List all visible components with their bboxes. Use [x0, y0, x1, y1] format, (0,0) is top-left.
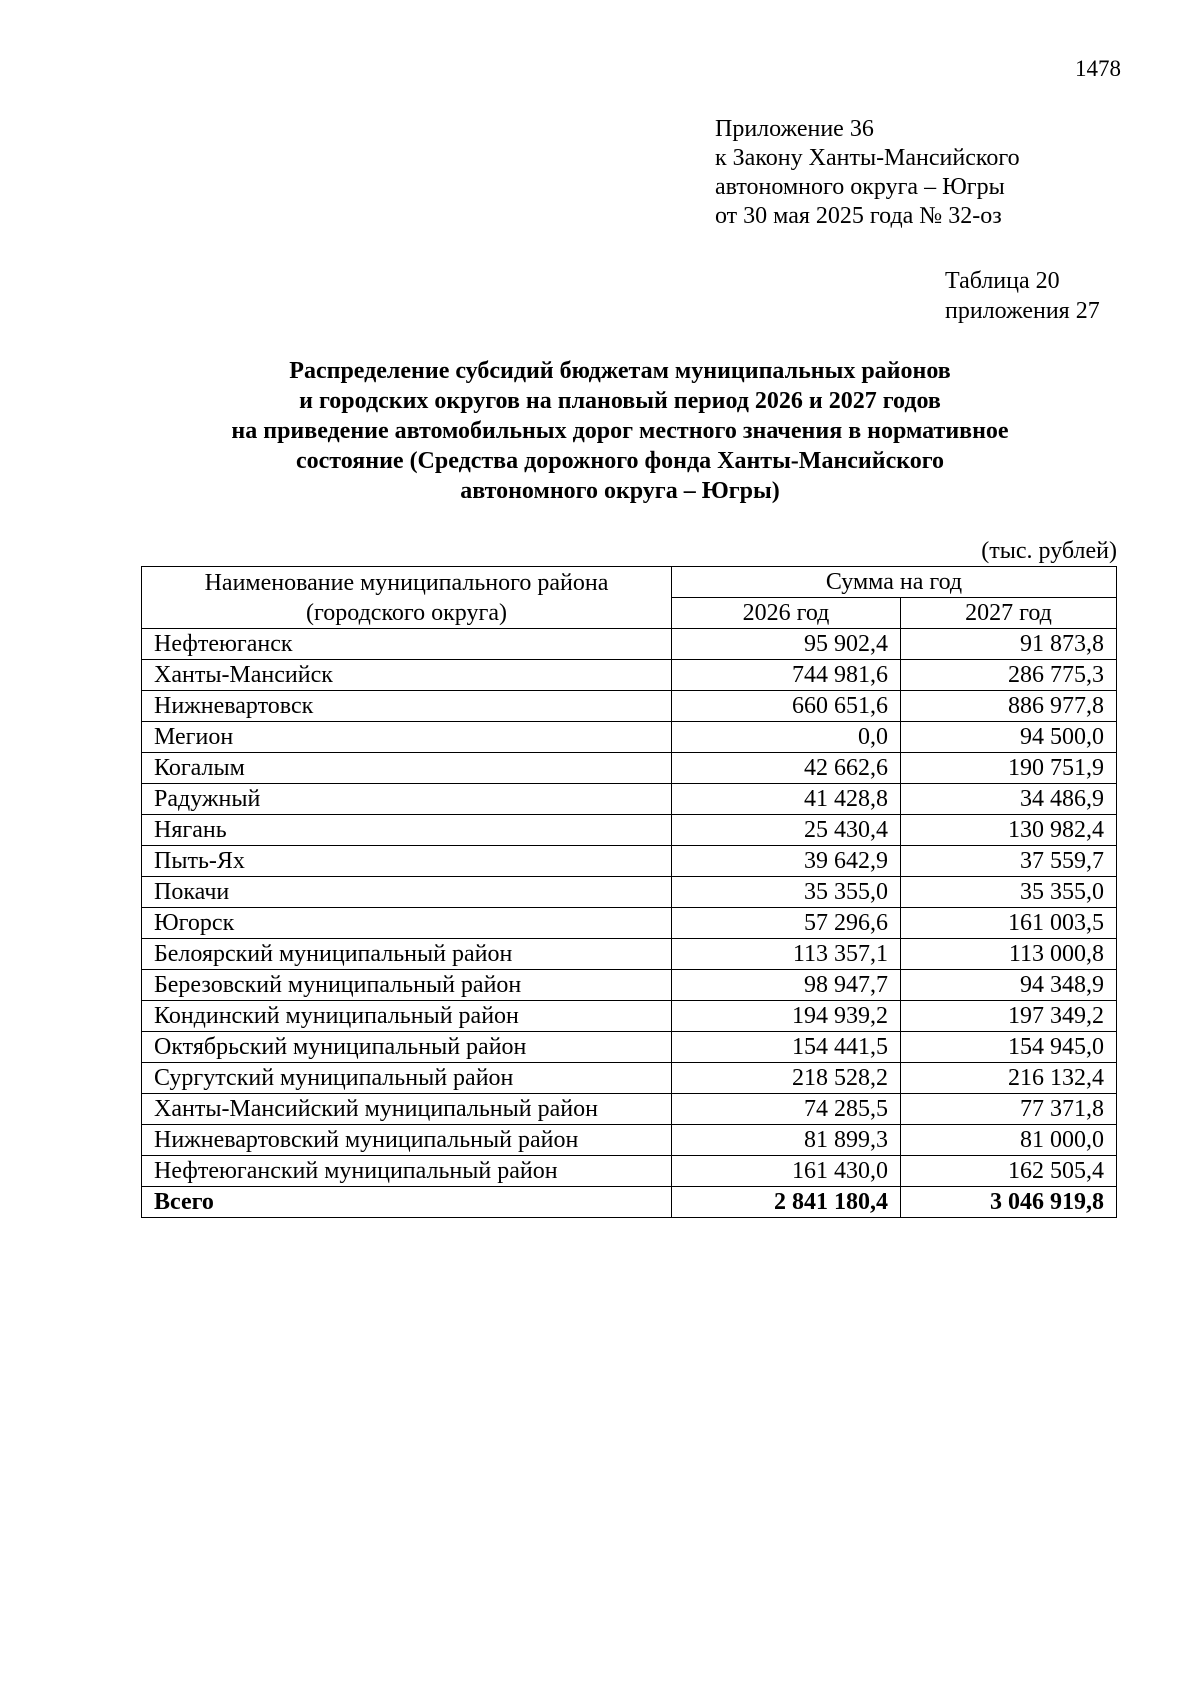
total-value-2027: 3 046 919,8	[901, 1187, 1117, 1218]
table-row	[142, 1032, 1117, 1063]
total-label: Всего	[142, 1187, 672, 1218]
row-value-2027: 161 003,5	[901, 908, 1117, 939]
table-body	[142, 629, 1117, 1218]
row-name: Нижневартовск	[142, 691, 672, 722]
appendix-line: к Закону Ханты-Мансийского	[715, 145, 1020, 171]
row-name: Когалым	[142, 753, 672, 784]
row-value-2026: 154 441,5	[672, 1032, 901, 1063]
row-value-2027: 94 500,0	[901, 722, 1117, 753]
table-row	[142, 629, 1117, 660]
row-value-2027: 37 559,7	[901, 846, 1117, 877]
row-value-2026: 95 902,4	[672, 629, 901, 660]
units-label: (тыс. рублей)	[981, 538, 1117, 564]
row-value-2027: 81 000,0	[901, 1125, 1117, 1156]
row-name: Белоярский муниципальный район	[142, 939, 672, 970]
table-row	[142, 1063, 1117, 1094]
row-name: Октябрьский муниципальный район	[142, 1032, 672, 1063]
header-year-2027: 2027 год	[901, 598, 1117, 629]
row-value-2026: 98 947,7	[672, 970, 901, 1001]
row-name: Мегион	[142, 722, 672, 753]
row-value-2027: 154 945,0	[901, 1032, 1117, 1063]
row-name: Нягань	[142, 815, 672, 846]
title-line: и городских округов на плановый период 2026 и 2027 годов	[299, 388, 941, 414]
table-row	[142, 846, 1117, 877]
appendix-line: от 30 мая 2025 года № 32-оз	[715, 203, 1002, 229]
table-row	[142, 1156, 1117, 1187]
table-row	[142, 1001, 1117, 1032]
row-name: Сургутский муниципальный район	[142, 1063, 672, 1094]
row-value-2027: 197 349,2	[901, 1001, 1117, 1032]
appendix-line: автономного округа – Югры	[715, 174, 1005, 200]
header-name-line1: Наименование муниципального района	[204, 569, 609, 596]
table-row	[142, 784, 1117, 815]
row-value-2026: 161 430,0	[672, 1156, 901, 1187]
title-line: автономного округа – Югры)	[460, 478, 780, 504]
header-sum: Сумма на год	[672, 567, 1117, 598]
document-title	[100, 356, 1140, 506]
header-year-2026: 2026 год	[672, 598, 901, 629]
row-value-2027: 190 751,9	[901, 753, 1117, 784]
row-value-2027: 35 355,0	[901, 877, 1117, 908]
row-value-2027: 216 132,4	[901, 1063, 1117, 1094]
total-row	[142, 1187, 1117, 1218]
table-row	[142, 1125, 1117, 1156]
table-row	[142, 722, 1117, 753]
row-name: Пыть-Ях	[142, 846, 672, 877]
table-row	[142, 753, 1117, 784]
title-line: на приведение автомобильных дорог местного значения в нормативное	[231, 418, 1009, 444]
table-row	[142, 970, 1117, 1001]
row-value-2026: 39 642,9	[672, 846, 901, 877]
row-value-2026: 74 285,5	[672, 1094, 901, 1125]
table-row	[142, 877, 1117, 908]
row-value-2027: 130 982,4	[901, 815, 1117, 846]
row-value-2026: 35 355,0	[672, 877, 901, 908]
row-value-2026: 81 899,3	[672, 1125, 901, 1156]
appendix-line: Приложение 36	[715, 116, 874, 142]
header-name-line2: (городского округа)	[306, 599, 507, 626]
title-line: Распределение субсидий бюджетам муниципальных районов	[289, 358, 951, 384]
row-name: Ханты-Мансийский муниципальный район	[142, 1094, 672, 1125]
row-value-2026: 41 428,8	[672, 784, 901, 815]
table-ref-line: Таблица 20	[945, 268, 1060, 294]
row-name: Покачи	[142, 877, 672, 908]
row-value-2027: 162 505,4	[901, 1156, 1117, 1187]
table-header-row	[142, 567, 1117, 598]
row-value-2027: 77 371,8	[901, 1094, 1117, 1125]
table-row	[142, 939, 1117, 970]
row-value-2026: 744 981,6	[672, 660, 901, 691]
row-name: Березовский муниципальный район	[142, 970, 672, 1001]
title-line: состояние (Средства дорожного фонда Ханты-Мансийского	[295, 448, 945, 474]
row-value-2026: 660 651,6	[672, 691, 901, 722]
table-row	[142, 815, 1117, 846]
row-name: Радужный	[142, 784, 672, 815]
row-name: Ханты-Мансийск	[142, 660, 672, 691]
row-name: Нефтеюганск	[142, 629, 672, 660]
row-value-2026: 113 357,1	[672, 939, 901, 970]
table-row	[142, 908, 1117, 939]
row-name: Югорск	[142, 908, 672, 939]
table-row	[142, 691, 1117, 722]
row-value-2026: 57 296,6	[672, 908, 901, 939]
row-value-2026: 218 528,2	[672, 1063, 901, 1094]
page-number: 1478	[1075, 56, 1121, 81]
subsidy-table	[141, 566, 1117, 1218]
table-row	[142, 660, 1117, 691]
table-row	[142, 1094, 1117, 1125]
row-value-2027: 886 977,8	[901, 691, 1117, 722]
row-value-2026: 42 662,6	[672, 753, 901, 784]
row-value-2027: 94 348,9	[901, 970, 1117, 1001]
table-reference	[945, 266, 1100, 326]
row-value-2026: 194 939,2	[672, 1001, 901, 1032]
header-name	[142, 567, 672, 629]
row-value-2026: 0,0	[672, 722, 901, 753]
row-value-2027: 91 873,8	[901, 629, 1117, 660]
appendix-reference	[715, 115, 1020, 231]
row-value-2027: 113 000,8	[901, 939, 1117, 970]
total-value-2026: 2 841 180,4	[672, 1187, 901, 1218]
row-name: Нижневартовский муниципальный район	[142, 1125, 672, 1156]
row-name: Нефтеюганский муниципальный район	[142, 1156, 672, 1187]
row-name: Кондинский муниципальный район	[142, 1001, 672, 1032]
row-value-2027: 34 486,9	[901, 784, 1117, 815]
row-value-2026: 25 430,4	[672, 815, 901, 846]
row-value-2027: 286 775,3	[901, 660, 1117, 691]
table-ref-line: приложения 27	[945, 298, 1100, 324]
